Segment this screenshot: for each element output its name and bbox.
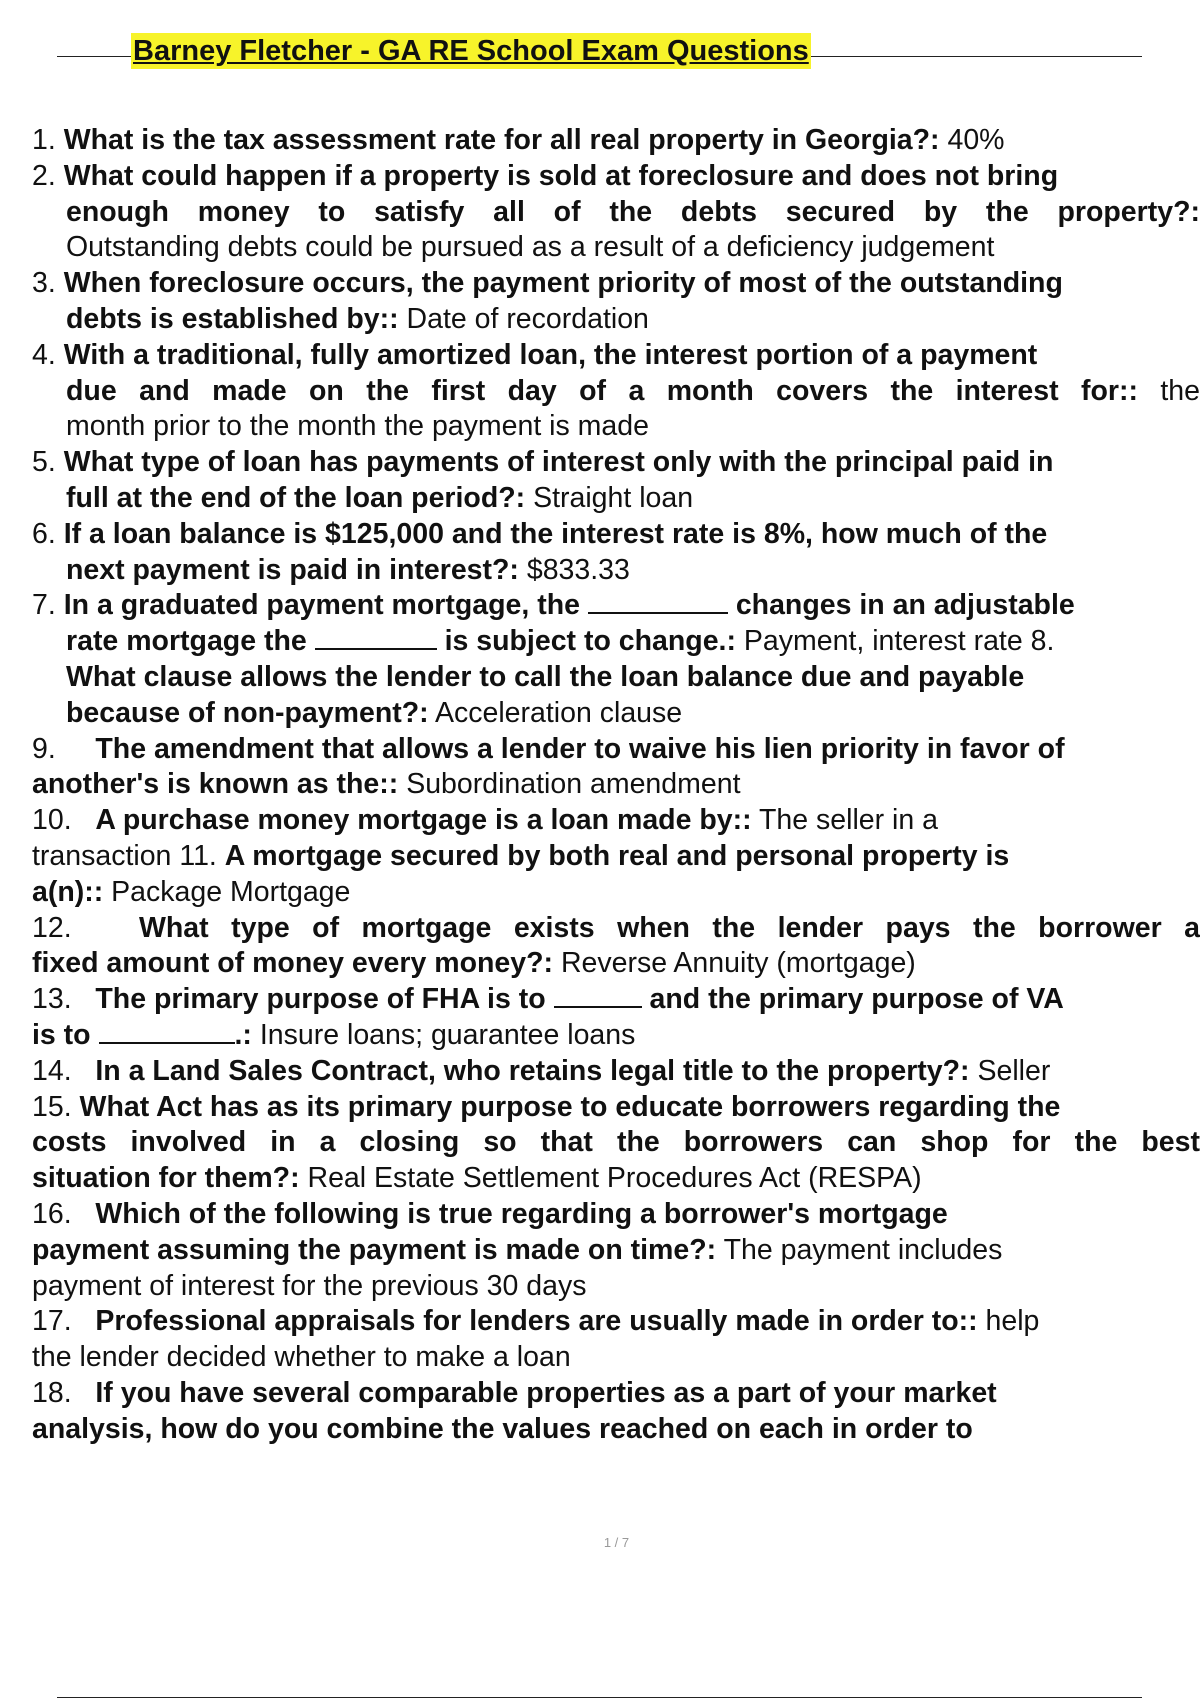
document-title: Barney Fletcher - GA RE School Exam Questions bbox=[133, 35, 809, 67]
question-text: A purchase money mortgage is a loan made by:: bbox=[95, 804, 752, 837]
question-number: 15. bbox=[32, 1090, 72, 1123]
answer-text: Subordination amendment bbox=[406, 768, 741, 801]
answer-text: Straight loan bbox=[533, 481, 694, 514]
list-item bbox=[32, 266, 1200, 338]
question-text: costs involved in a closing so that the borrowers can shop for the best bbox=[32, 1126, 1200, 1159]
question-text: Professional appraisals for lenders are usually made in order to:: bbox=[95, 1305, 978, 1338]
list-item bbox=[32, 123, 1200, 159]
question-number: 6. bbox=[32, 517, 56, 550]
answer-text: Date of recordation bbox=[406, 302, 649, 335]
question-number: 16. bbox=[32, 1197, 72, 1230]
list-item bbox=[32, 588, 1200, 660]
question-text: The amendment that allows a lender to waive his lien priority in favor of bbox=[95, 732, 1065, 765]
list-item bbox=[32, 982, 1200, 1054]
answer-text: The seller in a bbox=[759, 804, 939, 837]
question-text: When foreclosure occurs, the payment priority of most of the outstanding bbox=[63, 267, 1063, 300]
answer-blank bbox=[588, 611, 728, 614]
list-item bbox=[32, 1304, 1200, 1376]
question-text: due and made on the first day of a month covers the interest for:: bbox=[66, 374, 1138, 407]
answer-text: transaction bbox=[32, 839, 172, 872]
page-number: 1 / 7 bbox=[603, 1535, 630, 1550]
question-list bbox=[32, 123, 1200, 1447]
list-item bbox=[32, 517, 1200, 589]
answer-text: payment of interest for the previous 30 days bbox=[32, 1269, 587, 1302]
question-number: 10. bbox=[32, 804, 72, 837]
question-number: 14. bbox=[32, 1054, 72, 1087]
question-text: What Act has as its primary purpose to educate borrowers regarding the bbox=[79, 1090, 1061, 1123]
question-text: changes in an adjustable bbox=[735, 589, 1075, 622]
question-number: 12. bbox=[32, 911, 72, 944]
question-number: 1. bbox=[32, 124, 56, 156]
answer-text: $833.33 bbox=[526, 553, 630, 586]
question-number: 4. bbox=[32, 338, 56, 371]
question-number: 7. bbox=[32, 589, 56, 622]
answer-text: 40% bbox=[947, 124, 1005, 156]
answer-text: Real Estate Settlement Procedures Act (RESPA) bbox=[307, 1162, 922, 1195]
answer-text: the lender decided whether to make a loan bbox=[32, 1341, 571, 1374]
question-text: What is the tax assessment rate for all real property in Georgia?: bbox=[63, 124, 940, 156]
question-text: debts is established by:: bbox=[66, 302, 399, 335]
question-number: 11. bbox=[179, 839, 217, 872]
question-text: fixed amount of money every money?: bbox=[32, 947, 554, 980]
question-number: 9. bbox=[32, 732, 56, 765]
question-number: 3. bbox=[32, 267, 56, 300]
answer-text: Reverse Annuity (mortgage) bbox=[560, 947, 916, 980]
list-item bbox=[32, 159, 1200, 266]
answer-blank bbox=[99, 1041, 235, 1044]
question-text: enough money to satisfy all of the debts secured by the property?: bbox=[66, 195, 1200, 228]
answer-text: the bbox=[1160, 374, 1200, 407]
question-text: In a graduated payment mortgage, the bbox=[63, 589, 580, 622]
answer-text: Outstanding debts could be pursued as a result of a deficiency judgement bbox=[66, 231, 995, 264]
question-number: 5. bbox=[32, 446, 56, 479]
question-text: With a traditional, fully amortized loan, the interest portion of a payment bbox=[63, 338, 1038, 371]
answer-text: Package Mortgage bbox=[111, 875, 351, 908]
list-item bbox=[32, 1054, 1200, 1090]
answer-text: The payment includes bbox=[723, 1233, 1003, 1266]
question-text: full at the end of the loan period?: bbox=[66, 481, 526, 514]
footer-rule bbox=[57, 1697, 1142, 1698]
question-text: is to bbox=[32, 1018, 91, 1051]
list-item bbox=[32, 803, 1200, 910]
answer-text: Payment, interest rate 8. bbox=[743, 625, 1055, 658]
question-text: situation for them?: bbox=[32, 1162, 300, 1195]
list-item bbox=[32, 660, 1200, 732]
question-text: rate mortgage the bbox=[66, 625, 307, 658]
answer-text: Seller bbox=[977, 1054, 1051, 1087]
answer-text: month prior to the month the payment is made bbox=[66, 410, 649, 443]
answer-text: help bbox=[985, 1305, 1040, 1338]
question-text: payment assuming the payment is made on time?: bbox=[32, 1233, 717, 1266]
list-item bbox=[32, 1197, 1200, 1304]
list-item bbox=[32, 338, 1200, 445]
question-number: 13. bbox=[32, 983, 72, 1016]
question-text: If a loan balance is $125,000 and the interest rate is 8%, how much of the bbox=[63, 517, 1048, 550]
question-text: .: bbox=[234, 1018, 252, 1051]
question-text: a(n):: bbox=[32, 875, 104, 908]
question-text: If you have several comparable properties as a part of your market bbox=[95, 1376, 997, 1409]
question-text: What type of loan has payments of interest only with the principal paid in bbox=[63, 446, 1054, 479]
question-text: is subject to change.: bbox=[444, 625, 736, 658]
list-item bbox=[32, 1090, 1200, 1197]
question-text: next payment is paid in interest?: bbox=[66, 553, 519, 586]
question-text: Which of the following is true regarding a borrower's mortgage bbox=[95, 1197, 948, 1230]
question-text: What type of mortgage exists when the lender pays the borrower a bbox=[139, 911, 1200, 944]
answer-text: Acceleration clause bbox=[434, 696, 683, 729]
question-text: another's is known as the:: bbox=[32, 768, 399, 801]
answer-blank bbox=[554, 1005, 642, 1008]
question-text: because of non-payment?: bbox=[66, 696, 429, 729]
list-item bbox=[32, 445, 1200, 517]
list-item bbox=[32, 911, 1200, 983]
question-text: The primary purpose of FHA is to bbox=[95, 983, 546, 1016]
list-item bbox=[32, 732, 1200, 804]
list-item bbox=[32, 1376, 1200, 1448]
question-number: 17. bbox=[32, 1305, 72, 1338]
question-text: analysis, how do you combine the values reached on each in order to bbox=[32, 1412, 973, 1445]
answer-text: Insure loans; guarantee loans bbox=[259, 1018, 636, 1051]
answer-blank bbox=[315, 647, 437, 650]
question-text: In a Land Sales Contract, who retains legal title to the property?: bbox=[95, 1054, 970, 1087]
question-number: 2. bbox=[32, 159, 56, 192]
question-number: 18. bbox=[32, 1376, 72, 1409]
question-text: and the primary purpose of VA bbox=[649, 983, 1064, 1016]
question-text: What clause allows the lender to call the loan balance due and payable bbox=[66, 660, 1025, 693]
question-text: What could happen if a property is sold at foreclosure and does not bring bbox=[63, 159, 1059, 192]
question-text: A mortgage secured by both real and personal property is bbox=[224, 839, 1010, 872]
